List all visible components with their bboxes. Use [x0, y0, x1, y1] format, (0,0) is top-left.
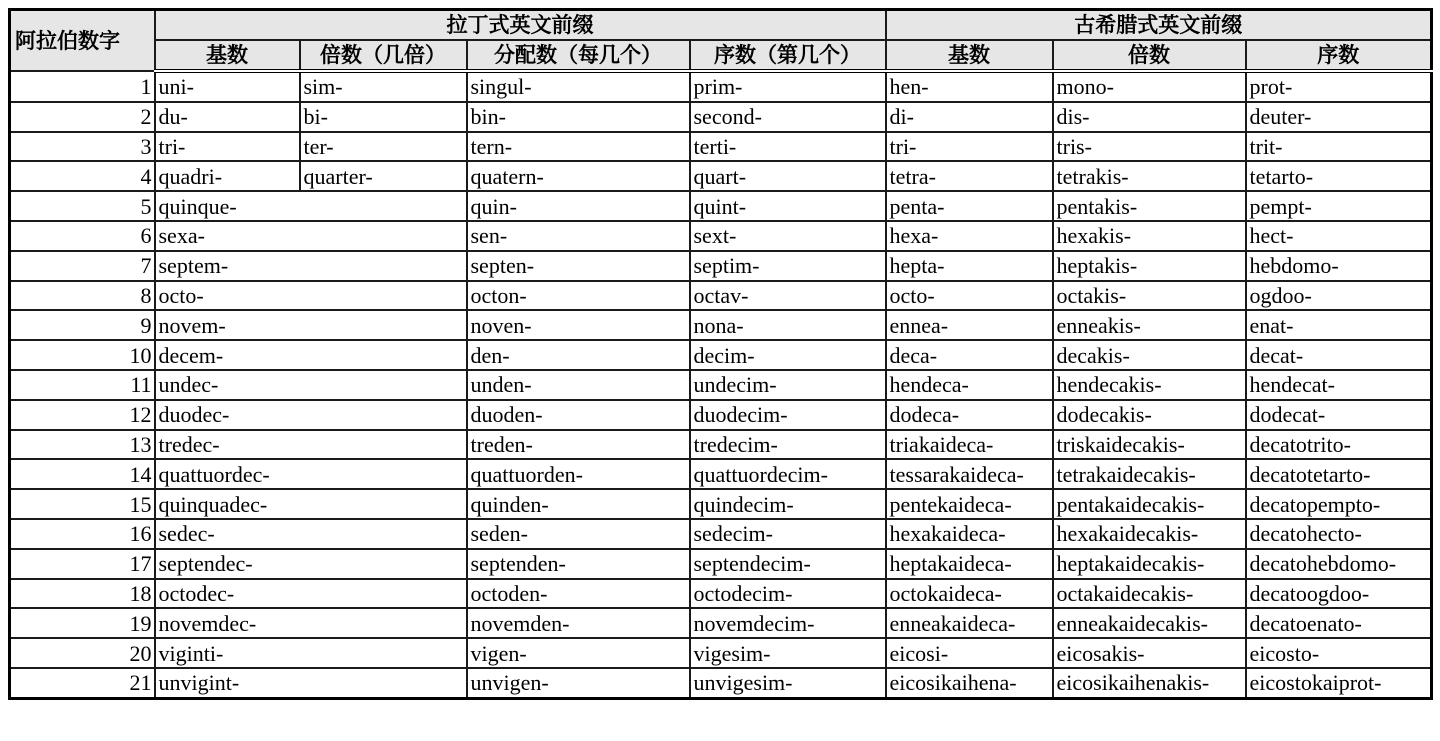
cell-latin-ordinal: octodecim- — [690, 579, 886, 609]
cell-latin-cardinal: sedec- — [155, 519, 467, 549]
cell-latin-cardinal: septem- — [155, 251, 467, 281]
cell-latin-distributive: singul- — [467, 71, 690, 102]
cell-greek-multiplicative: eicosikaihenakis- — [1053, 668, 1246, 698]
cell-arabic-numeral: 2 — [10, 102, 155, 132]
cell-greek-ordinal: decatotetarto- — [1246, 459, 1432, 489]
table-row — [10, 310, 1432, 340]
cell-latin-distributive: noven- — [467, 310, 690, 340]
cell-greek-cardinal: pentekaideca- — [886, 489, 1053, 519]
header-arabic-numeral: 阿拉伯数字 — [10, 10, 155, 72]
header-latin-ordinal: 序数（第几个） — [690, 40, 886, 71]
cell-greek-ordinal: pempt- — [1246, 191, 1432, 221]
header-latin-multiplicative: 倍数（几倍） — [300, 40, 467, 71]
cell-latin-distributive: novemden- — [467, 608, 690, 638]
cell-arabic-numeral: 18 — [10, 579, 155, 609]
cell-arabic-numeral: 7 — [10, 251, 155, 281]
cell-greek-cardinal: octo- — [886, 281, 1053, 311]
cell-greek-multiplicative: enneakaidecakis- — [1053, 608, 1246, 638]
cell-latin-ordinal: octav- — [690, 281, 886, 311]
cell-latin-distributive: unvigen- — [467, 668, 690, 698]
cell-latin-ordinal: sedecim- — [690, 519, 886, 549]
table-row — [10, 519, 1432, 549]
cell-latin-cardinal: unvigint- — [155, 668, 467, 698]
cell-greek-ordinal: eicostokaiprot- — [1246, 668, 1432, 698]
cell-greek-multiplicative: octakaidecakis- — [1053, 579, 1246, 609]
table-row — [10, 191, 1432, 221]
header-group-greek: 古希腊式英文前缀 — [886, 10, 1432, 41]
cell-latin-distributive: treden- — [467, 430, 690, 460]
cell-latin-cardinal: quinque- — [155, 191, 467, 221]
cell-latin-distributive: bin- — [467, 102, 690, 132]
cell-arabic-numeral: 8 — [10, 281, 155, 311]
header-latin-distributive: 分配数（每几个） — [467, 40, 690, 71]
cell-latin-ordinal: undecim- — [690, 370, 886, 400]
cell-arabic-numeral: 19 — [10, 608, 155, 638]
cell-arabic-numeral: 4 — [10, 161, 155, 191]
cell-greek-cardinal: tri- — [886, 132, 1053, 162]
cell-latin-distributive: den- — [467, 340, 690, 370]
cell-latin-ordinal: duodecim- — [690, 400, 886, 430]
cell-latin-cardinal: quinquadec- — [155, 489, 467, 519]
cell-latin-cardinal: quattuordec- — [155, 459, 467, 489]
table-row — [10, 549, 1432, 579]
cell-greek-ordinal: decatoenato- — [1246, 608, 1432, 638]
header-row-groups — [10, 10, 1432, 41]
cell-latin-cardinal: du- — [155, 102, 300, 132]
cell-latin-cardinal: sexa- — [155, 221, 467, 251]
cell-latin-ordinal: second- — [690, 102, 886, 132]
table-row — [10, 161, 1432, 191]
cell-latin-distributive: tern- — [467, 132, 690, 162]
cell-latin-distributive: quattuorden- — [467, 459, 690, 489]
cell-arabic-numeral: 17 — [10, 549, 155, 579]
cell-greek-multiplicative: heptakaidecakis- — [1053, 549, 1246, 579]
cell-greek-ordinal: hect- — [1246, 221, 1432, 251]
cell-greek-multiplicative: dis- — [1053, 102, 1246, 132]
cell-latin-multiplicative: bi- — [300, 102, 467, 132]
cell-arabic-numeral: 3 — [10, 132, 155, 162]
cell-greek-cardinal: hendeca- — [886, 370, 1053, 400]
cell-latin-cardinal: octodec- — [155, 579, 467, 609]
header-latin-cardinal: 基数 — [155, 40, 300, 71]
table-container — [8, 8, 1433, 700]
cell-latin-ordinal: nona- — [690, 310, 886, 340]
cell-latin-ordinal: prim- — [690, 71, 886, 102]
cell-latin-distributive: septenden- — [467, 549, 690, 579]
cell-latin-distributive: duoden- — [467, 400, 690, 430]
cell-greek-cardinal: heptakaideca- — [886, 549, 1053, 579]
cell-greek-ordinal: tetarto- — [1246, 161, 1432, 191]
header-group-latin: 拉丁式英文前缀 — [155, 10, 886, 41]
cell-greek-multiplicative: triskaidecakis- — [1053, 430, 1246, 460]
cell-greek-multiplicative: mono- — [1053, 71, 1246, 102]
cell-greek-ordinal: ogdoo- — [1246, 281, 1432, 311]
cell-latin-distributive: sen- — [467, 221, 690, 251]
cell-latin-cardinal: viginti- — [155, 638, 467, 668]
table-row — [10, 340, 1432, 370]
header-greek-ordinal: 序数 — [1246, 40, 1432, 71]
cell-greek-ordinal: decat- — [1246, 340, 1432, 370]
cell-greek-cardinal: hepta- — [886, 251, 1053, 281]
cell-greek-multiplicative: hexakis- — [1053, 221, 1246, 251]
cell-greek-multiplicative: dodecakis- — [1053, 400, 1246, 430]
cell-latin-cardinal: duodec- — [155, 400, 467, 430]
cell-greek-multiplicative: heptakis- — [1053, 251, 1246, 281]
cell-greek-ordinal: decatopempto- — [1246, 489, 1432, 519]
table-row — [10, 459, 1432, 489]
cell-greek-ordinal: decatohebdomo- — [1246, 549, 1432, 579]
cell-latin-cardinal: tredec- — [155, 430, 467, 460]
cell-arabic-numeral: 21 — [10, 668, 155, 698]
cell-latin-distributive: quin- — [467, 191, 690, 221]
cell-arabic-numeral: 14 — [10, 459, 155, 489]
table-row — [10, 608, 1432, 638]
cell-latin-distributive: vigen- — [467, 638, 690, 668]
cell-greek-cardinal: tessarakaideca- — [886, 459, 1053, 489]
table-row — [10, 668, 1432, 698]
cell-latin-distributive: unden- — [467, 370, 690, 400]
header-row-columns — [10, 40, 1432, 71]
cell-latin-ordinal: vigesim- — [690, 638, 886, 668]
table-row — [10, 370, 1432, 400]
cell-arabic-numeral: 5 — [10, 191, 155, 221]
cell-greek-cardinal: hexakaideca- — [886, 519, 1053, 549]
cell-latin-ordinal: terti- — [690, 132, 886, 162]
cell-greek-ordinal: trit- — [1246, 132, 1432, 162]
cell-arabic-numeral: 13 — [10, 430, 155, 460]
cell-latin-multiplicative: sim- — [300, 71, 467, 102]
cell-greek-ordinal: deuter- — [1246, 102, 1432, 132]
cell-arabic-numeral: 20 — [10, 638, 155, 668]
cell-greek-cardinal: penta- — [886, 191, 1053, 221]
cell-latin-ordinal: quint- — [690, 191, 886, 221]
cell-latin-cardinal: septendec- — [155, 549, 467, 579]
table-row — [10, 71, 1432, 102]
cell-latin-ordinal: decim- — [690, 340, 886, 370]
cell-latin-ordinal: novemdecim- — [690, 608, 886, 638]
cell-arabic-numeral: 9 — [10, 310, 155, 340]
cell-greek-ordinal: eicosto- — [1246, 638, 1432, 668]
header-greek-multiplicative: 倍数 — [1053, 40, 1246, 71]
cell-greek-ordinal: decatohecto- — [1246, 519, 1432, 549]
cell-latin-distributive: quinden- — [467, 489, 690, 519]
cell-latin-ordinal: quindecim- — [690, 489, 886, 519]
cell-arabic-numeral: 12 — [10, 400, 155, 430]
cell-greek-multiplicative: pentakis- — [1053, 191, 1246, 221]
cell-greek-cardinal: eicosi- — [886, 638, 1053, 668]
cell-greek-cardinal: hexa- — [886, 221, 1053, 251]
cell-greek-multiplicative: tris- — [1053, 132, 1246, 162]
table-row — [10, 638, 1432, 668]
header-greek-cardinal: 基数 — [886, 40, 1053, 71]
cell-arabic-numeral: 11 — [10, 370, 155, 400]
cell-greek-ordinal: decatotrito- — [1246, 430, 1432, 460]
cell-greek-cardinal: hen- — [886, 71, 1053, 102]
cell-greek-ordinal: hendecat- — [1246, 370, 1432, 400]
cell-greek-cardinal: di- — [886, 102, 1053, 132]
table-header — [10, 10, 1432, 72]
cell-latin-distributive: quatern- — [467, 161, 690, 191]
cell-greek-ordinal: dodecat- — [1246, 400, 1432, 430]
cell-greek-cardinal: enneakaideca- — [886, 608, 1053, 638]
cell-greek-ordinal: prot- — [1246, 71, 1432, 102]
cell-latin-distributive: seden- — [467, 519, 690, 549]
table-row — [10, 400, 1432, 430]
cell-latin-ordinal: septim- — [690, 251, 886, 281]
cell-latin-distributive: septen- — [467, 251, 690, 281]
cell-greek-multiplicative: pentakaidecakis- — [1053, 489, 1246, 519]
cell-greek-ordinal: decatoogdoo- — [1246, 579, 1432, 609]
cell-greek-multiplicative: tetrakaidecakis- — [1053, 459, 1246, 489]
table-row — [10, 489, 1432, 519]
cell-arabic-numeral: 1 — [10, 71, 155, 102]
cell-latin-cardinal: octo- — [155, 281, 467, 311]
cell-greek-cardinal: eicosikaihena- — [886, 668, 1053, 698]
table-row — [10, 132, 1432, 162]
cell-latin-distributive: octoden- — [467, 579, 690, 609]
cell-latin-ordinal: unvigesim- — [690, 668, 886, 698]
table-row — [10, 579, 1432, 609]
cell-latin-ordinal: septendecim- — [690, 549, 886, 579]
cell-greek-cardinal: tetra- — [886, 161, 1053, 191]
table-body — [10, 71, 1432, 698]
cell-greek-ordinal: enat- — [1246, 310, 1432, 340]
cell-greek-cardinal: dodeca- — [886, 400, 1053, 430]
cell-latin-distributive: octon- — [467, 281, 690, 311]
cell-arabic-numeral: 6 — [10, 221, 155, 251]
cell-greek-multiplicative: hendecakis- — [1053, 370, 1246, 400]
cell-latin-ordinal: quart- — [690, 161, 886, 191]
table-row — [10, 281, 1432, 311]
cell-latin-cardinal: decem- — [155, 340, 467, 370]
cell-greek-multiplicative: decakis- — [1053, 340, 1246, 370]
prefix-table — [8, 8, 1433, 700]
cell-latin-cardinal: tri- — [155, 132, 300, 162]
cell-arabic-numeral: 15 — [10, 489, 155, 519]
cell-latin-ordinal: sext- — [690, 221, 886, 251]
cell-greek-multiplicative: tetrakis- — [1053, 161, 1246, 191]
cell-latin-multiplicative: ter- — [300, 132, 467, 162]
cell-greek-multiplicative: octakis- — [1053, 281, 1246, 311]
cell-greek-cardinal: deca- — [886, 340, 1053, 370]
cell-latin-cardinal: quadri- — [155, 161, 300, 191]
table-row — [10, 251, 1432, 281]
cell-greek-multiplicative: eicosakis- — [1053, 638, 1246, 668]
cell-greek-cardinal: ennea- — [886, 310, 1053, 340]
cell-greek-cardinal: octokaideca- — [886, 579, 1053, 609]
cell-latin-cardinal: uni- — [155, 71, 300, 102]
cell-arabic-numeral: 16 — [10, 519, 155, 549]
cell-latin-cardinal: undec- — [155, 370, 467, 400]
table-row — [10, 221, 1432, 251]
cell-greek-ordinal: hebdomo- — [1246, 251, 1432, 281]
cell-greek-multiplicative: enneakis- — [1053, 310, 1246, 340]
table-row — [10, 430, 1432, 460]
cell-greek-cardinal: triakaideca- — [886, 430, 1053, 460]
cell-greek-multiplicative: hexakaidecakis- — [1053, 519, 1246, 549]
cell-latin-ordinal: tredecim- — [690, 430, 886, 460]
table-row — [10, 102, 1432, 132]
cell-latin-cardinal: novem- — [155, 310, 467, 340]
cell-latin-multiplicative: quarter- — [300, 161, 467, 191]
cell-latin-ordinal: quattuordecim- — [690, 459, 886, 489]
cell-latin-cardinal: novemdec- — [155, 608, 467, 638]
cell-arabic-numeral: 10 — [10, 340, 155, 370]
